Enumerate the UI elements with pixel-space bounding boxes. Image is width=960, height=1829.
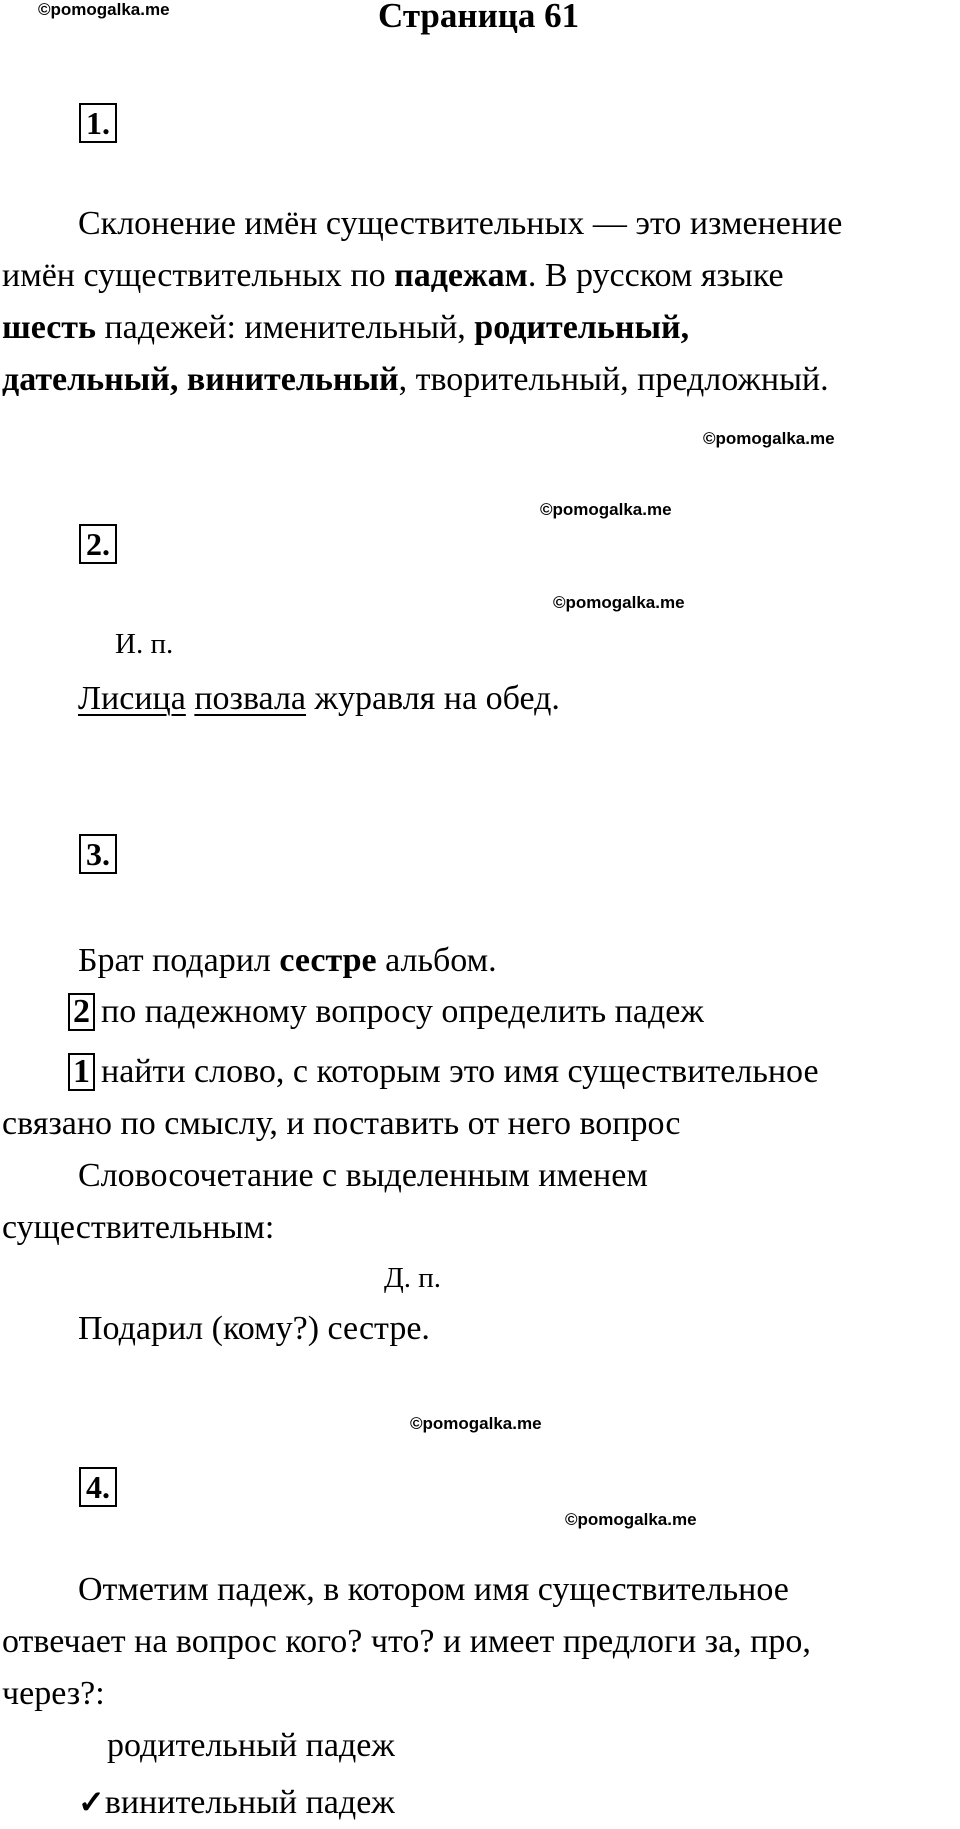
- watermark-top: ©pomogalka.me: [38, 0, 170, 19]
- subject-word: Лисица: [78, 680, 186, 717]
- answer-option-accusative: [78, 1776, 395, 1829]
- highlighted-noun: сестре: [279, 942, 377, 979]
- text: найти слово, с которым это имя существительное: [101, 1053, 819, 1090]
- task-3-phrase-line-2: существительным:: [2, 1209, 275, 1246]
- task-4-number: 4.: [79, 1467, 117, 1507]
- text: имён существительных по: [2, 257, 395, 294]
- task-3-number: 3.: [79, 834, 117, 874]
- task-2-number: 2.: [79, 524, 117, 564]
- task-3-step-1: [68, 1046, 819, 1098]
- text: альбом.: [376, 942, 497, 979]
- task-1-line-4: [2, 354, 829, 406]
- task-3-step-2: [68, 986, 704, 1038]
- bold-term-dative-accusative: дательный, винительный: [2, 361, 399, 398]
- bold-term-six: шесть: [2, 309, 96, 346]
- task-1-number: 1.: [79, 103, 117, 143]
- checkmark-icon: ✓: [78, 1784, 105, 1820]
- bold-term-genitive: родительный,: [474, 309, 690, 346]
- answer-option-genitive: родительный падеж: [107, 1727, 395, 1764]
- task-1-line-3: [2, 302, 689, 354]
- text: Брат подарил: [78, 942, 280, 979]
- watermark: ©pomogalka.me: [540, 500, 672, 519]
- page-title: Страница 61: [378, 0, 580, 35]
- task-4-line-3: через?:: [2, 1675, 105, 1712]
- task-3-phrase: Подарил (кому?) сестре.: [78, 1310, 430, 1347]
- task-2-sentence: [78, 673, 560, 725]
- text: по падежному вопросу определить падеж: [101, 993, 704, 1030]
- text: . В русском языке: [527, 257, 784, 294]
- bold-term-cases: падежам: [394, 257, 528, 294]
- text: , творительный, предложный.: [398, 361, 829, 398]
- task-3-step-1-line-2: связано по смыслу, и поставить от него вопрос: [2, 1105, 681, 1142]
- watermark: ©pomogalka.me: [553, 593, 685, 612]
- watermark: ©pomogalka.me: [565, 1510, 697, 1529]
- watermark: ©pomogalka.me: [410, 1414, 542, 1433]
- task-3-phrase-line-1: Словосочетание с выделенным именем: [78, 1157, 648, 1194]
- step-1-number-box: 1: [68, 1053, 95, 1091]
- task-1-line-1: Склонение имён существительных — это изменение: [78, 205, 843, 242]
- task-3-sentence: [78, 935, 497, 987]
- task-4-line-1: Отметим падеж, в котором имя существительное: [78, 1571, 789, 1608]
- case-label-nominative: И. п.: [115, 628, 174, 660]
- step-2-number-box: 2: [68, 993, 95, 1031]
- watermark: ©pomogalka.me: [703, 429, 835, 448]
- text: падежей: именительный,: [95, 309, 475, 346]
- task-4-line-2: отвечает на вопрос кого? что? и имеет предлоги за, про,: [2, 1623, 811, 1660]
- case-label-dative: Д. п.: [384, 1262, 442, 1294]
- text: журавля на обед.: [306, 680, 560, 717]
- task-1-line-2: [2, 250, 784, 302]
- predicate-word: позвала: [194, 680, 307, 717]
- text: винительный падеж: [104, 1784, 395, 1821]
